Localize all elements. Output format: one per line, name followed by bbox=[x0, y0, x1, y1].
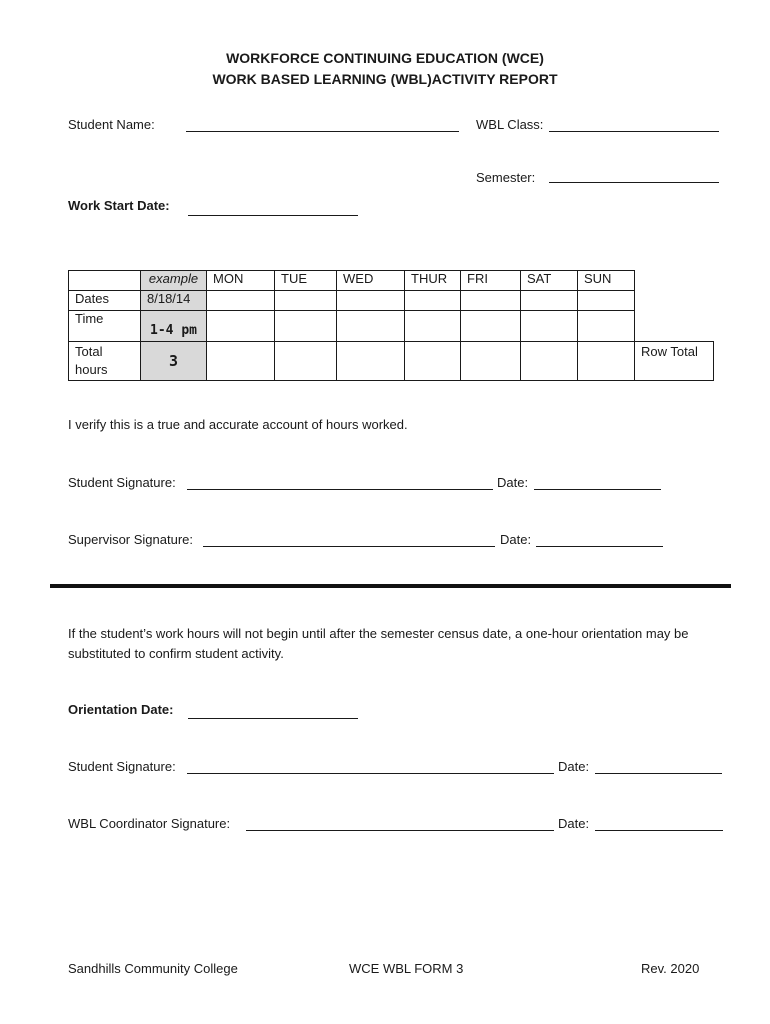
cell-wed-hours[interactable] bbox=[337, 342, 405, 381]
student-name-field[interactable] bbox=[186, 131, 459, 132]
hours-table bbox=[68, 270, 714, 381]
cell-sat-hours[interactable] bbox=[521, 342, 578, 381]
cell-thur-hours[interactable] bbox=[405, 342, 461, 381]
semester-label: Semester: bbox=[476, 170, 536, 185]
header-example: example bbox=[141, 271, 207, 291]
supervisor-date-label: Date: bbox=[500, 532, 532, 547]
example-hours: 3 bbox=[141, 342, 207, 381]
row-spacer bbox=[635, 311, 714, 342]
supervisor-signature-label: Supervisor Signature: bbox=[68, 532, 194, 547]
footer-rev: Rev. 2020 bbox=[641, 961, 700, 976]
row-label-hours: hours bbox=[75, 362, 108, 377]
cell-thur-time[interactable] bbox=[405, 311, 461, 342]
footer-form: WCE WBL FORM 3 bbox=[349, 961, 464, 976]
example-time: 1-4 pm bbox=[141, 311, 207, 342]
coordinator-signature-label: WBL Coordinator Signature: bbox=[68, 816, 231, 831]
student-date-label: Date: bbox=[497, 475, 529, 490]
student-signature-field[interactable] bbox=[187, 489, 493, 490]
cell-tue-time[interactable] bbox=[275, 311, 337, 342]
row-spacer bbox=[635, 291, 714, 311]
coordinator-date-field[interactable] bbox=[595, 830, 723, 831]
header-sun: SUN bbox=[578, 271, 635, 291]
footer-college: Sandhills Community College bbox=[68, 961, 238, 976]
orientation-date-field[interactable] bbox=[188, 718, 358, 719]
header-spacer bbox=[635, 271, 714, 291]
section-divider bbox=[50, 584, 731, 588]
header-wed: WED bbox=[337, 271, 405, 291]
cell-fri-hours[interactable] bbox=[461, 342, 521, 381]
orientation-student-signature-field[interactable] bbox=[187, 773, 554, 774]
student-signature-label: Student Signature: bbox=[68, 475, 176, 490]
cell-tue-hours[interactable] bbox=[275, 342, 337, 381]
cell-sat-date[interactable] bbox=[521, 291, 578, 311]
coordinator-date-label: Date: bbox=[558, 816, 590, 831]
cell-sun-hours[interactable] bbox=[578, 342, 635, 381]
work-start-date-field[interactable] bbox=[188, 215, 358, 216]
title-line-1: WORKFORCE CONTINUING EDUCATION (WCE) bbox=[226, 50, 544, 66]
cell-mon-date[interactable] bbox=[207, 291, 275, 311]
header-sat: SAT bbox=[521, 271, 578, 291]
wbl-class-field[interactable] bbox=[549, 131, 719, 132]
table-corner-cell bbox=[69, 271, 141, 291]
header-fri: FRI bbox=[461, 271, 521, 291]
cell-fri-time[interactable] bbox=[461, 311, 521, 342]
table-row bbox=[69, 311, 714, 342]
cell-sun-time[interactable] bbox=[578, 311, 635, 342]
orientation-paragraph: If the student’s work hours will not begin until after the semester census date, a one-hour orientation may be substituted to confirm student activity. bbox=[68, 626, 689, 661]
header-thur: THUR bbox=[405, 271, 461, 291]
cell-tue-date[interactable] bbox=[275, 291, 337, 311]
cell-mon-hours[interactable] bbox=[207, 342, 275, 381]
row-label-total-hours bbox=[69, 342, 141, 381]
cell-wed-date[interactable] bbox=[337, 291, 405, 311]
title-line-2: WORK BASED LEARNING (WBL)ACTIVITY REPORT bbox=[212, 71, 558, 87]
supervisor-signature-field[interactable] bbox=[203, 546, 495, 547]
orientation-date-label: Orientation Date: bbox=[68, 702, 174, 717]
header-mon: MON bbox=[207, 271, 275, 291]
orientation-student-date-label: Date: bbox=[558, 759, 590, 774]
row-label-time: Time bbox=[69, 311, 141, 342]
wbl-class-label: WBL Class: bbox=[476, 117, 544, 132]
row-label-total: Total bbox=[75, 344, 103, 359]
work-start-date-label: Work Start Date: bbox=[68, 198, 170, 213]
cell-wed-time[interactable] bbox=[337, 311, 405, 342]
student-name-label: Student Name: bbox=[68, 117, 155, 132]
table-row bbox=[69, 342, 714, 381]
student-date-field[interactable] bbox=[534, 489, 661, 490]
orientation-student-signature-label: Student Signature: bbox=[68, 759, 176, 774]
cell-sun-date[interactable] bbox=[578, 291, 635, 311]
cell-thur-date[interactable] bbox=[405, 291, 461, 311]
header-tue: TUE bbox=[275, 271, 337, 291]
supervisor-date-field[interactable] bbox=[536, 546, 663, 547]
semester-field[interactable] bbox=[549, 182, 719, 183]
table-row bbox=[69, 291, 714, 311]
orientation-student-date-field[interactable] bbox=[595, 773, 722, 774]
row-total-cell[interactable]: Row Total bbox=[635, 342, 714, 381]
example-date: 8/18/14 bbox=[141, 291, 207, 311]
row-label-dates: Dates bbox=[69, 291, 141, 311]
cell-mon-time[interactable] bbox=[207, 311, 275, 342]
cell-fri-date[interactable] bbox=[461, 291, 521, 311]
verify-statement: I verify this is a true and accurate account of hours worked. bbox=[68, 417, 408, 432]
cell-sat-time[interactable] bbox=[521, 311, 578, 342]
coordinator-signature-field[interactable] bbox=[246, 830, 554, 831]
